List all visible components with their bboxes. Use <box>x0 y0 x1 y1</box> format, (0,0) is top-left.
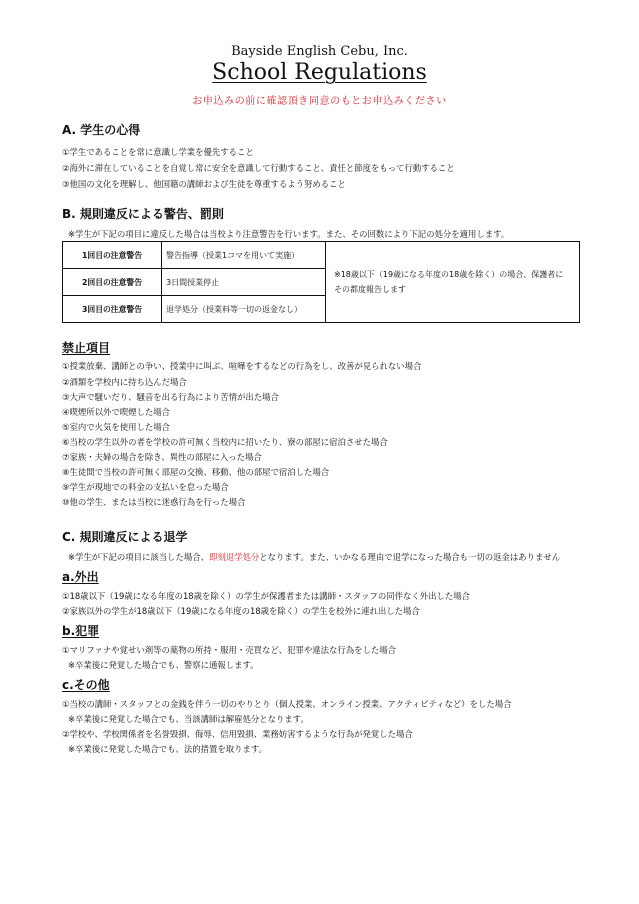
prohibited-heading: 禁止項目 <box>62 341 111 355</box>
list-item: ②家族以外の学生が18歳以下（19歳になる年度の18歳を除く）の学生を校外に連れ出した場合 <box>62 606 420 616</box>
list-item: ⑧生徒間で当校の許可無く部屋の交換、移動、他の部屋で宿泊した場合 <box>62 467 330 477</box>
section-b-note: ※学生が下記の項目に違反した場合は当校より注意警告を行います。また、その回数により下記の処分を適用します。 <box>68 229 510 239</box>
list-item: ※卒業後に発覚した場合でも、法的措置を取ります。 <box>68 744 267 754</box>
list-item: ②学校や、学校関係者を名誉毀損、侮辱、信用毀損、業務妨害するような行為が発覚した場合 <box>62 729 413 739</box>
list-item: ①マリファナや覚せい剤等の薬物の所持・服用・売買など、犯罪や違法な行為をした場合 <box>62 645 396 655</box>
agreement-notice: お申込みの前に確認頂き同意のもとお申込みください <box>192 96 447 107</box>
sub-a-heading: a.外出 <box>62 570 99 584</box>
list-item: ⑩他の学生、または当校に迷惑行為を行った場合 <box>62 497 246 507</box>
list-item: ②海外に滞在していることを自覚し常に安全を意識して行動すること、責任と節度をもって行動すること <box>62 163 455 173</box>
list-item: ⑦家族・夫婦の場合を除き、異性の部屋に入った場合 <box>62 452 262 462</box>
penalty-count: 3回目の注意警告 <box>63 296 162 323</box>
list-item: ③大声で騒いだり、騒音を出る行為により苦情が出た場合 <box>62 392 279 402</box>
section-c-heading: C. 規則違反による退学 <box>62 530 188 544</box>
penalty-count: 2回目の注意警告 <box>63 269 162 296</box>
list-item: ※卒業後に発覚した場合でも、当該講師は解雇処分となります。 <box>68 714 309 724</box>
list-item: ①授業放棄、講師との争い、授業中に叫ぶ、喧嘩をするなどの行為をし、改善が見られない場合 <box>62 361 422 371</box>
list-item: ③他国の文化を理解し、他国籍の講師および生徒を尊重するよう努めること <box>62 179 346 189</box>
page-title: School Regulations <box>212 60 427 85</box>
penalty-count: 1回目の注意警告 <box>63 242 162 269</box>
list-item: ①当校の講師・スタッフとの金銭を伴う一切のやりとり（個人授業、オンライン授業、アクティビティなど）をした場合 <box>62 699 512 709</box>
expulsion-highlight: 即刻退学処分 <box>209 552 260 562</box>
list-item: ④喫煙所以外で喫煙した場合 <box>62 407 171 417</box>
list-item: ※卒業後に発覚した場合でも、警察に通報します。 <box>68 660 259 670</box>
list-item: ⑤室内で火気を使用した場合 <box>62 422 171 432</box>
penalty-action: 3日間授業停止 <box>162 269 326 296</box>
minor-report-note: ※18歳以下（19歳になる年度の18歳を除く）の場合、保護者に その都度報告します <box>326 242 580 323</box>
company-name: Bayside English Cebu, Inc. <box>231 44 408 59</box>
list-item: ①学生であることを常に意識し学業を優先すること <box>62 147 254 157</box>
list-item: ②酒類を学校内に持ち込んだ場合 <box>62 377 187 387</box>
section-b-heading: B. 規則違反による警告、罰則 <box>62 207 224 221</box>
list-item: ⑥当校の学生以外の者を学校の許可無く当校内に招いたり、寮の部屋に宿泊させた場合 <box>62 437 388 447</box>
list-item: ①18歳以下（19歳になる年度の18歳を除く）の学生が保護者または講師・スタッフの同伴なく外出した場合 <box>62 591 470 601</box>
table-row <box>63 242 580 269</box>
penalty-action: 退学処分（授業料等一切の返金なし） <box>162 296 326 323</box>
penalty-table <box>62 241 580 323</box>
section-a-heading: A. 学生の心得 <box>62 123 141 137</box>
sub-b-heading: b.犯罪 <box>62 624 100 638</box>
section-c-note: ※学生が下記の項目に該当した場合、即刻退学処分となります。また、いかなる理由で退学になった場合も一切の返金はありません <box>68 552 561 562</box>
list-item: ⑨学生が現地での料金の支払いを怠った場合 <box>62 482 229 492</box>
sub-c-heading: c.その他 <box>62 678 110 692</box>
penalty-action: 警告指導（授業1コマを用いて実施） <box>162 242 326 269</box>
